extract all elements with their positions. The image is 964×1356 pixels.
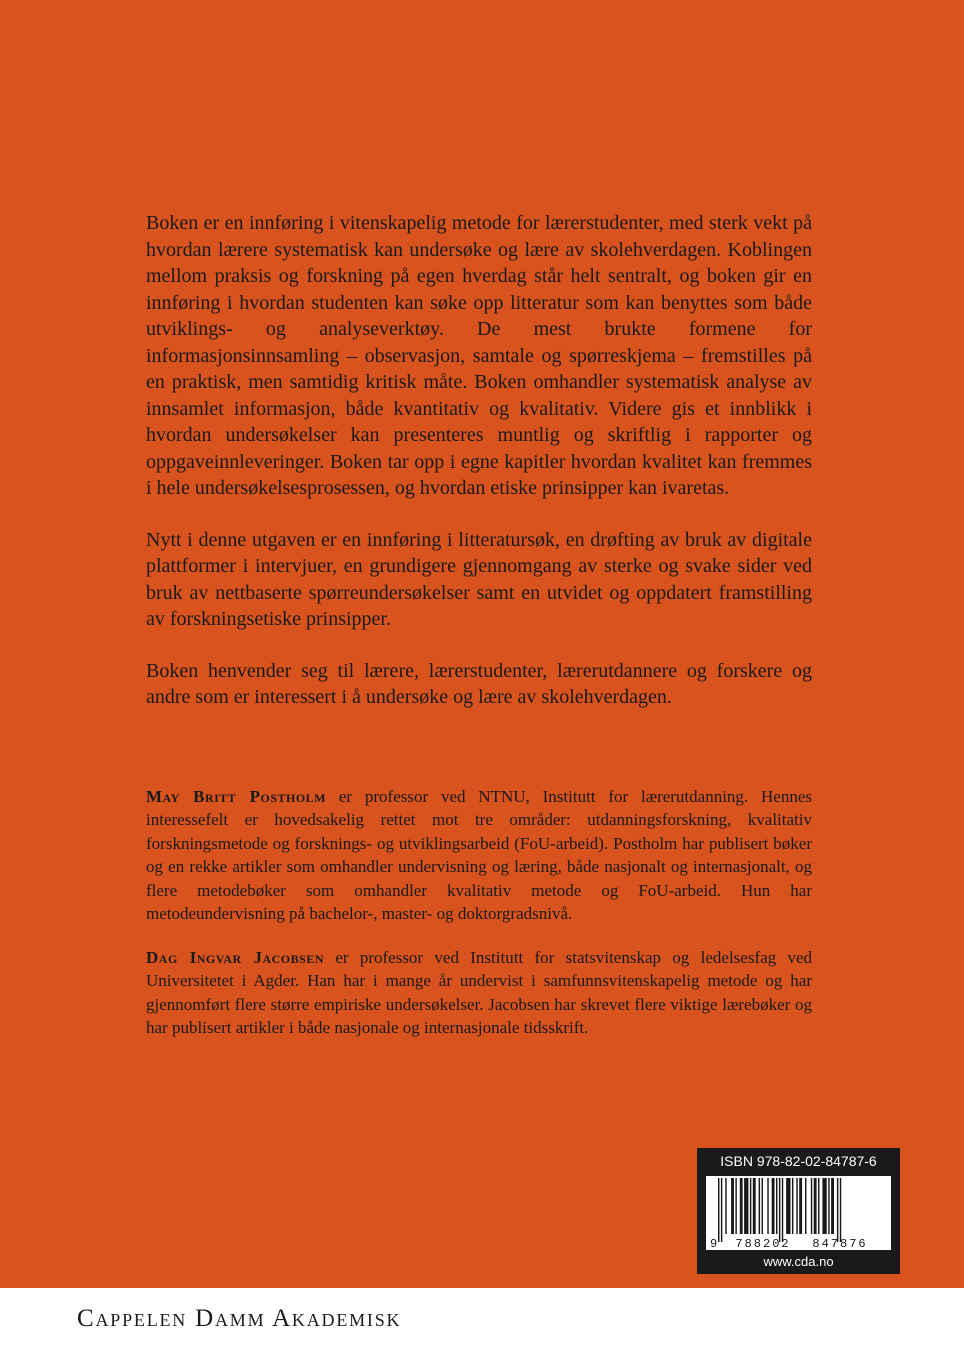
barcode-bar <box>767 1178 768 1234</box>
barcode-bar <box>831 1178 834 1234</box>
barcode-bar <box>762 1178 763 1234</box>
barcode-bar <box>740 1178 743 1234</box>
barcode-bar <box>828 1178 829 1234</box>
author-bio-text: er professor ved Institutt for statsvitenskap og ledelsesfag ved Universitetet i Agder. Han har i mange år undervist i samfunnsvitenskapelig metode og har gjennomført flere større empiriske undersøkelser. Jacobsen har skrevet flere viktige lærebøker og har publisert artikler i både nasjonale og internasjonale tidsskrift. <box>146 948 813 1038</box>
barcode-bar <box>837 1178 838 1242</box>
barcode-bar <box>840 1178 841 1242</box>
author-bio-text: er professor ved NTNU, Institutt for lærerutdanning. Hennes interessefelt er hovedsakelig rettet mot tre områder: utdanningsforskning, kvalitativ forskningsmetode og forsknings- og utviklingsarbeid (FoU-arbeid). Postholm har publisert bøker og en rekke artikler som omhandler undervisning og læring, både nasjonalt og internasjonalt, og flere metodebøker som omhandler kvalitativ metode og FoU-arbeid. Hun har metodeundervisning på bachelor-, master- og doktorgradsnivå. <box>146 787 812 924</box>
barcode-digit-prefix: 9 <box>710 1237 718 1250</box>
barcode-bar <box>759 1178 760 1234</box>
barcode-bar <box>822 1178 826 1234</box>
description-paragraph-3: Boken henvender seg til lærere, lærerstudenter, lærerutdannere og forskere og andre som er interessert i å undersøke og lære av skolehverdagen. <box>146 659 812 708</box>
barcode-bar <box>814 1178 817 1234</box>
barcode-bar <box>818 1178 819 1234</box>
isbn-label: ISBN 978-82-02-84787-6 <box>720 1153 877 1169</box>
barcode-bar <box>779 1178 780 1242</box>
description-paragraph-1: Boken er en innføring i vitenskapelig metode for lærerstudenter, med sterk vekt på hvordan lærere systematisk kan undersøke og lære av skolehverdagen. Koblingen mellom praksis og forskning på egen hverdag står helt sentralt, og boken gir en innføring i hvordan studenten kan søke opp litteratur som kan benyttes som både utviklings- og analyseverktøy. De mest brukte formene for informasjonsinnsamling – observasjon, samtale og spørreskjema – fremstilles på en praktisk, men samtidig kritisk måte. Boken omhandler systematisk analyse av innsamlet informasjon, både kvantitativ og kvalitativ. Videre gis et innblikk i hvordan undersøkelser kan presenteres muntlig og skriftlig i rapporter og oppgaveinnleveringer. Boken tar opp i egne kapitler hvordan kvalitet kan fremmes i hele undersøkelsesprosessen, og hvordan etiske prinsipper kan ivaretas. <box>146 212 812 499</box>
barcode-graphic <box>706 1176 891 1250</box>
barcode <box>706 1176 891 1250</box>
author-bio-postholm <box>146 785 812 925</box>
barcode-bar <box>721 1178 722 1242</box>
barcode-bar <box>753 1178 756 1234</box>
barcode-bar <box>792 1178 793 1234</box>
barcode-bar <box>796 1178 797 1234</box>
description-paragraph-2: Nytt i denne utgaven er en innføring i litteratursøk, en drøfting av bruk av digitale plattformer i intervjuer, en grundigere gjennomgang av sterke og svake sider ved bruk av nettbaserte spørreundersøkelser samt en utvidet og oppdatert framstilling av forskningsetiske prinsipper. <box>146 528 812 630</box>
barcode-bar <box>782 1178 783 1242</box>
publisher-website: www.cda.no <box>763 1254 834 1269</box>
author-bio-jacobsen <box>146 946 812 1040</box>
barcode-bar <box>725 1178 726 1234</box>
barcode-bar <box>799 1178 802 1234</box>
author-name: Dag Ingvar Jacobsen <box>146 948 324 967</box>
barcode-bar <box>805 1178 806 1234</box>
barcode-bar <box>718 1178 719 1242</box>
book-description <box>146 210 812 711</box>
barcode-digits-left: 788202 <box>735 1237 791 1250</box>
isbn-barcode-box <box>697 1148 900 1274</box>
barcode-bar <box>786 1178 790 1234</box>
barcode-bar <box>772 1178 775 1234</box>
author-name: May Britt Postholm <box>146 787 327 806</box>
barcode-bar <box>811 1178 812 1234</box>
barcode-bar <box>731 1178 734 1234</box>
barcode-bar <box>776 1178 777 1234</box>
barcode-bar <box>744 1178 748 1234</box>
barcode-bar <box>750 1178 751 1234</box>
publisher-logo: Cappelen Damm Akademisk <box>77 1305 402 1332</box>
barcode-digits-right: 847876 <box>812 1237 868 1250</box>
barcode-bar <box>735 1178 736 1234</box>
